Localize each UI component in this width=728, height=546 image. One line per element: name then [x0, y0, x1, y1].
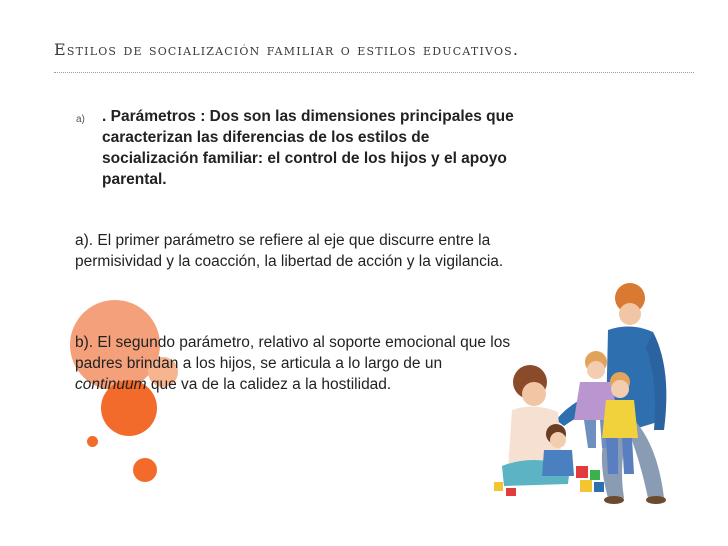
paragraph-a: a). El primer parámetro se refiere al eje que discurre entre la permisividad y la coacción, la libertad de acción y la vigilancia.	[75, 232, 504, 270]
paragraph-b-emphasis: continuum	[75, 376, 147, 393]
bullet-item	[76, 106, 516, 190]
paragraph-b-text-end: que va de la calidez a la hostilidad.	[146, 376, 392, 393]
paragraph-b-text: b). El segundo parámetro, relativo al soporte emocional que los padres brindan a los hijos, se articula a lo largo de un	[75, 334, 511, 372]
decorative-circle	[133, 458, 157, 482]
slide-title: Estilos de socialización familiar o estilos educativos.	[54, 40, 520, 59]
paragraph-b	[75, 332, 515, 395]
title-divider	[54, 72, 694, 73]
bullet-text: . Parámetros : Dos son las dimensiones principales que caracterizan las diferencias de los estilos de socialización familiar: el control de los hijos y el apoyo parental.	[102, 108, 514, 188]
bullet-marker: a)	[76, 114, 85, 125]
family-children-illustration	[488, 270, 723, 510]
decorative-circle	[87, 436, 98, 447]
